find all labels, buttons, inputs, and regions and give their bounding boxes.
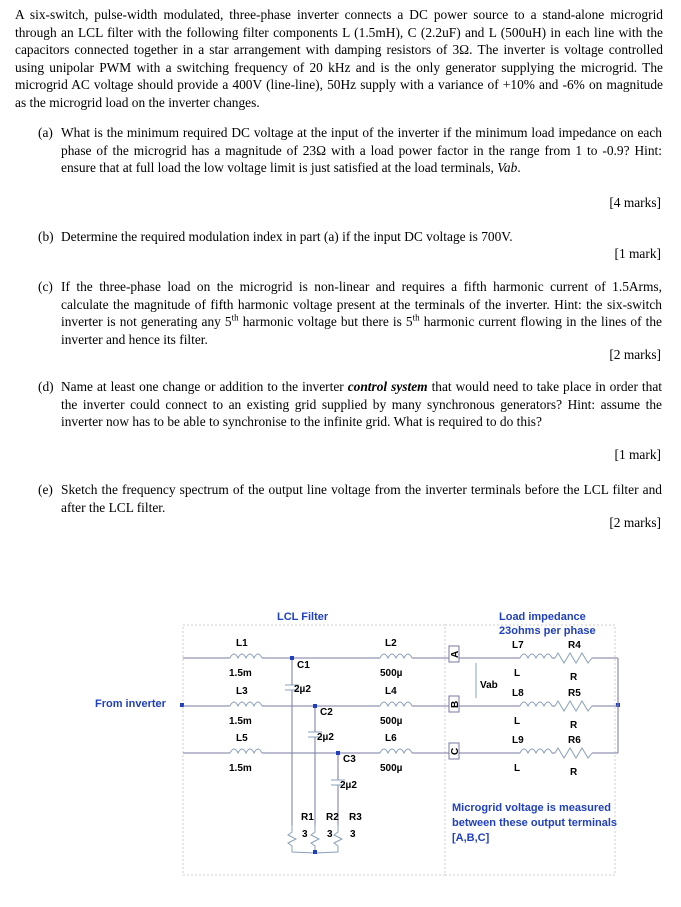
question-e (38, 481, 662, 516)
svg-text:L3: L3 (236, 686, 248, 697)
inductor-L6 (380, 749, 412, 753)
svg-text:R: R (570, 767, 578, 778)
inductor-L1 (230, 654, 262, 658)
question-c-label: (c) (38, 279, 53, 294)
svg-text:R4: R4 (568, 640, 581, 651)
question-a-label: (a) (38, 125, 53, 140)
question-b (38, 228, 662, 246)
svg-text:3: 3 (302, 829, 308, 840)
inductor-L5 (230, 749, 262, 753)
svg-text:B: B (450, 700, 461, 708)
svg-text:500µ: 500µ (380, 763, 403, 774)
question-d-emphasis: control system (347, 379, 428, 394)
inductor-L3 (230, 702, 262, 706)
svg-text:L9: L9 (512, 735, 524, 746)
svg-text:L8: L8 (512, 688, 524, 699)
damping-resistor-R2 (311, 825, 319, 853)
svg-text:L5: L5 (236, 733, 248, 744)
svg-text:L: L (514, 668, 521, 679)
inductor-L9 (520, 749, 552, 753)
svg-text:1.5m: 1.5m (229, 763, 252, 774)
measurement-note-line3: [A,B,C] (452, 832, 490, 844)
svg-text:L6: L6 (385, 733, 397, 744)
resistor-R5 (555, 701, 592, 711)
load-title-line2: 23ohms per phase (499, 625, 596, 637)
svg-text:1.5m: 1.5m (229, 716, 252, 727)
measurement-note-line2: between these output terminals (452, 817, 618, 829)
resistor-R4 (555, 653, 592, 663)
question-e-text: Sketch the frequency spectrum of the output line voltage from the inverter terminals before the LCL filter and after the LCL filter. (61, 482, 662, 515)
question-a: (a) What is the minimum required DC voltage at the input of the inverter if the minimum load impedance on each phase of the microgrid has a magnitude of 23Ω with a load power factor in the range from 1 to -0.9? Hint: ensure that at full load the low voltage limit is just satisfied at the load terminals, Vab. (38, 125, 662, 176)
svg-text:R3: R3 (349, 812, 362, 823)
svg-text:3: 3 (350, 829, 356, 840)
inductor-L8 (520, 702, 552, 706)
svg-text:L2: L2 (385, 638, 397, 649)
svg-text:1.5m: 1.5m (229, 668, 252, 679)
svg-text:L: L (514, 716, 521, 727)
inductor-L7 (520, 654, 552, 658)
vab-label: Vab (480, 680, 498, 691)
question-a-marks: [4 marks] (609, 195, 661, 210)
question-d-label: (d) (38, 379, 54, 394)
inductor-L2 (380, 654, 412, 658)
load-title-line1: Load impedance (499, 611, 586, 623)
svg-text:R6: R6 (568, 735, 581, 746)
svg-text:R1: R1 (301, 812, 314, 823)
measurement-note-line1: Microgrid voltage is measured (452, 802, 611, 814)
question-a-text: What is the minimum required DC voltage at the input of the inverter if the minimum load impedance on each phase of the microgrid has a magnitude of 23Ω with a load power factor in the range from 1 to -0.9? Hint: ensure that at full load the low voltage limit is just satisfied at the load terminals, (61, 125, 662, 176)
svg-text:R: R (570, 720, 578, 731)
question-b-label: (b) (38, 229, 54, 244)
svg-text:R2: R2 (326, 812, 339, 823)
svg-text:2µ2: 2µ2 (340, 780, 357, 791)
svg-text:C1: C1 (297, 660, 310, 671)
resistor-R6 (555, 748, 592, 758)
svg-text:R: R (570, 672, 578, 683)
question-d-marks: [1 mark] (614, 447, 661, 462)
svg-text:L: L (514, 763, 521, 774)
svg-text:C2: C2 (320, 707, 333, 718)
svg-text:500µ: 500µ (380, 668, 403, 679)
circuit-diagram (0, 590, 681, 890)
svg-text:R5: R5 (568, 688, 581, 699)
svg-text:2µ2: 2µ2 (294, 684, 311, 695)
svg-text:C3: C3 (343, 754, 356, 765)
from-inverter-label: From inverter (95, 698, 166, 710)
svg-text:L1: L1 (236, 638, 248, 649)
svg-text:L4: L4 (385, 686, 397, 697)
star-point-node (313, 850, 317, 854)
svg-text:2µ2: 2µ2 (317, 732, 334, 743)
question-c: (c) If the three-phase load on the microgrid is non-linear and requires a fifth harmonic current of 1.5Arms, calculate the magnitude of fifth harmonic voltage present at the terminals of the inverter. Hint: the six-switch inverter is not generating any 5th harmonic voltage but there is 5th harmonic current flowing in the lines of the inverter and hence its filter. (38, 279, 662, 347)
svg-text:A: A (450, 650, 461, 658)
question-c-marks: [2 marks] (609, 347, 661, 362)
question-e-marks: [2 marks] (609, 515, 661, 530)
question-a-variable: Vab (497, 160, 518, 176)
svg-text:C: C (450, 747, 461, 755)
svg-text:3: 3 (327, 829, 333, 840)
inductor-L4 (380, 702, 412, 706)
svg-text:L7: L7 (512, 640, 524, 651)
svg-text:500µ: 500µ (380, 716, 403, 727)
intro-paragraph: A six-switch, pulse-width modulated, three-phase inverter connects a DC power source to a stand-alone microgrid through an LCL filter with the following filter components L (1.5mH), C (2.2uF) and L (500uH) in each line with the capacitors connected together in a star arrangement with damping resistors of 3Ω. The inverter is voltage controlled using unipolar PWM with a switching frequency of 20 kHz and is the only generator supplying the microgrid. The microgrid AC voltage should provide a 400V (line-line), 50Hz supply with a variance of +10% and -6% on magnitude as the microgrid load on the inverter changes. (15, 7, 663, 110)
question-d: (d) Name at least one change or addition to the inverter control system that would need to take place in order that the inverter could connect to an existing grid supplied by many synchronous generators? Hint: assume the inverter now has to be able to synchronise to the infinite grid. What is required to do this? (38, 379, 662, 430)
question-b-text: Determine the required modulation index in part (a) if the input DC voltage is 700V. (61, 229, 513, 244)
lcl-filter-title: LCL Filter (277, 611, 329, 623)
question-b-marks: [1 mark] (614, 246, 661, 261)
question-e-label: (e) (38, 482, 53, 497)
